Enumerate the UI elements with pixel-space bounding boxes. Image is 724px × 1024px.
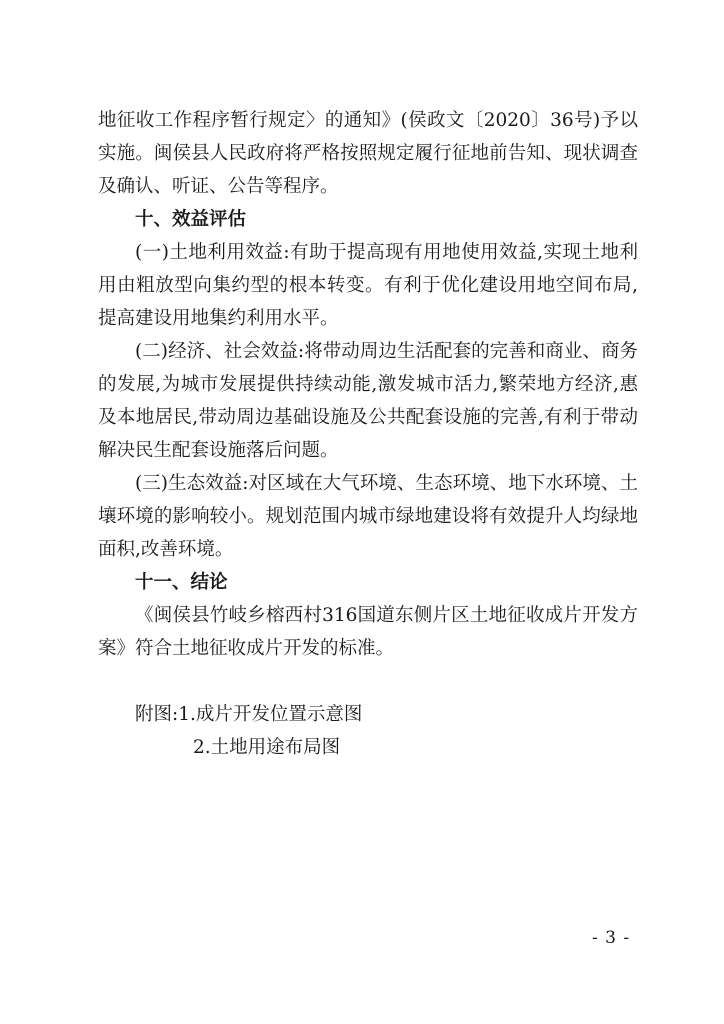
paragraph-conclusion: 《闽侯县竹岐乡榕西村316国道东侧片区土地征收成片开发方案》符合土地征收成片开发的标准。 bbox=[98, 605, 638, 659]
spacer bbox=[98, 665, 638, 698]
paragraph-land-use-benefit: (一)土地利用效益:有助于提高现有用地使用效益,实现土地利用由粗放型向集约型的根本转变。有利于优化建设用地空间布局,提高建设用地集约利用水平。 bbox=[98, 242, 638, 329]
paragraph-ecological-benefit: (三)生态效益:对区域在大气环境、生态环境、地下水环境、土壤环境的影响较小。规划范围内城市绿地建设将有效提升人均绿地面积,改善环境。 bbox=[98, 473, 638, 560]
page-number: - 3 - bbox=[592, 928, 631, 948]
paragraph-economic-social-benefit: (二)经济、社会效益:将带动周边生活配套的完善和商业、商务的发展,为城市发展提供持续动能,激发城市活力,繁荣地方经济,惠及本地居民,带动周边基础设施及公共配套设施的完善,有利于带动解决民生配套设施落后问题。 bbox=[98, 341, 638, 461]
attachment-list-item-1: 附图:1.成片开发位置示意图 bbox=[135, 704, 363, 725]
section-11-heading: 十一、结论 bbox=[135, 572, 228, 593]
section-10-heading: 十、效益评估 bbox=[135, 209, 247, 230]
attachment-list-item-2: 2.土地用途布局图 bbox=[193, 737, 341, 758]
document-body bbox=[98, 104, 638, 764]
paragraph-intro: 地征收工作程序暂行规定〉的通知》(侯政文〔2020〕36号)予以实施。闽侯县人民政府将严格按照规定履行征地前告知、现状调查及确认、听证、公告等程序。 bbox=[98, 110, 638, 197]
